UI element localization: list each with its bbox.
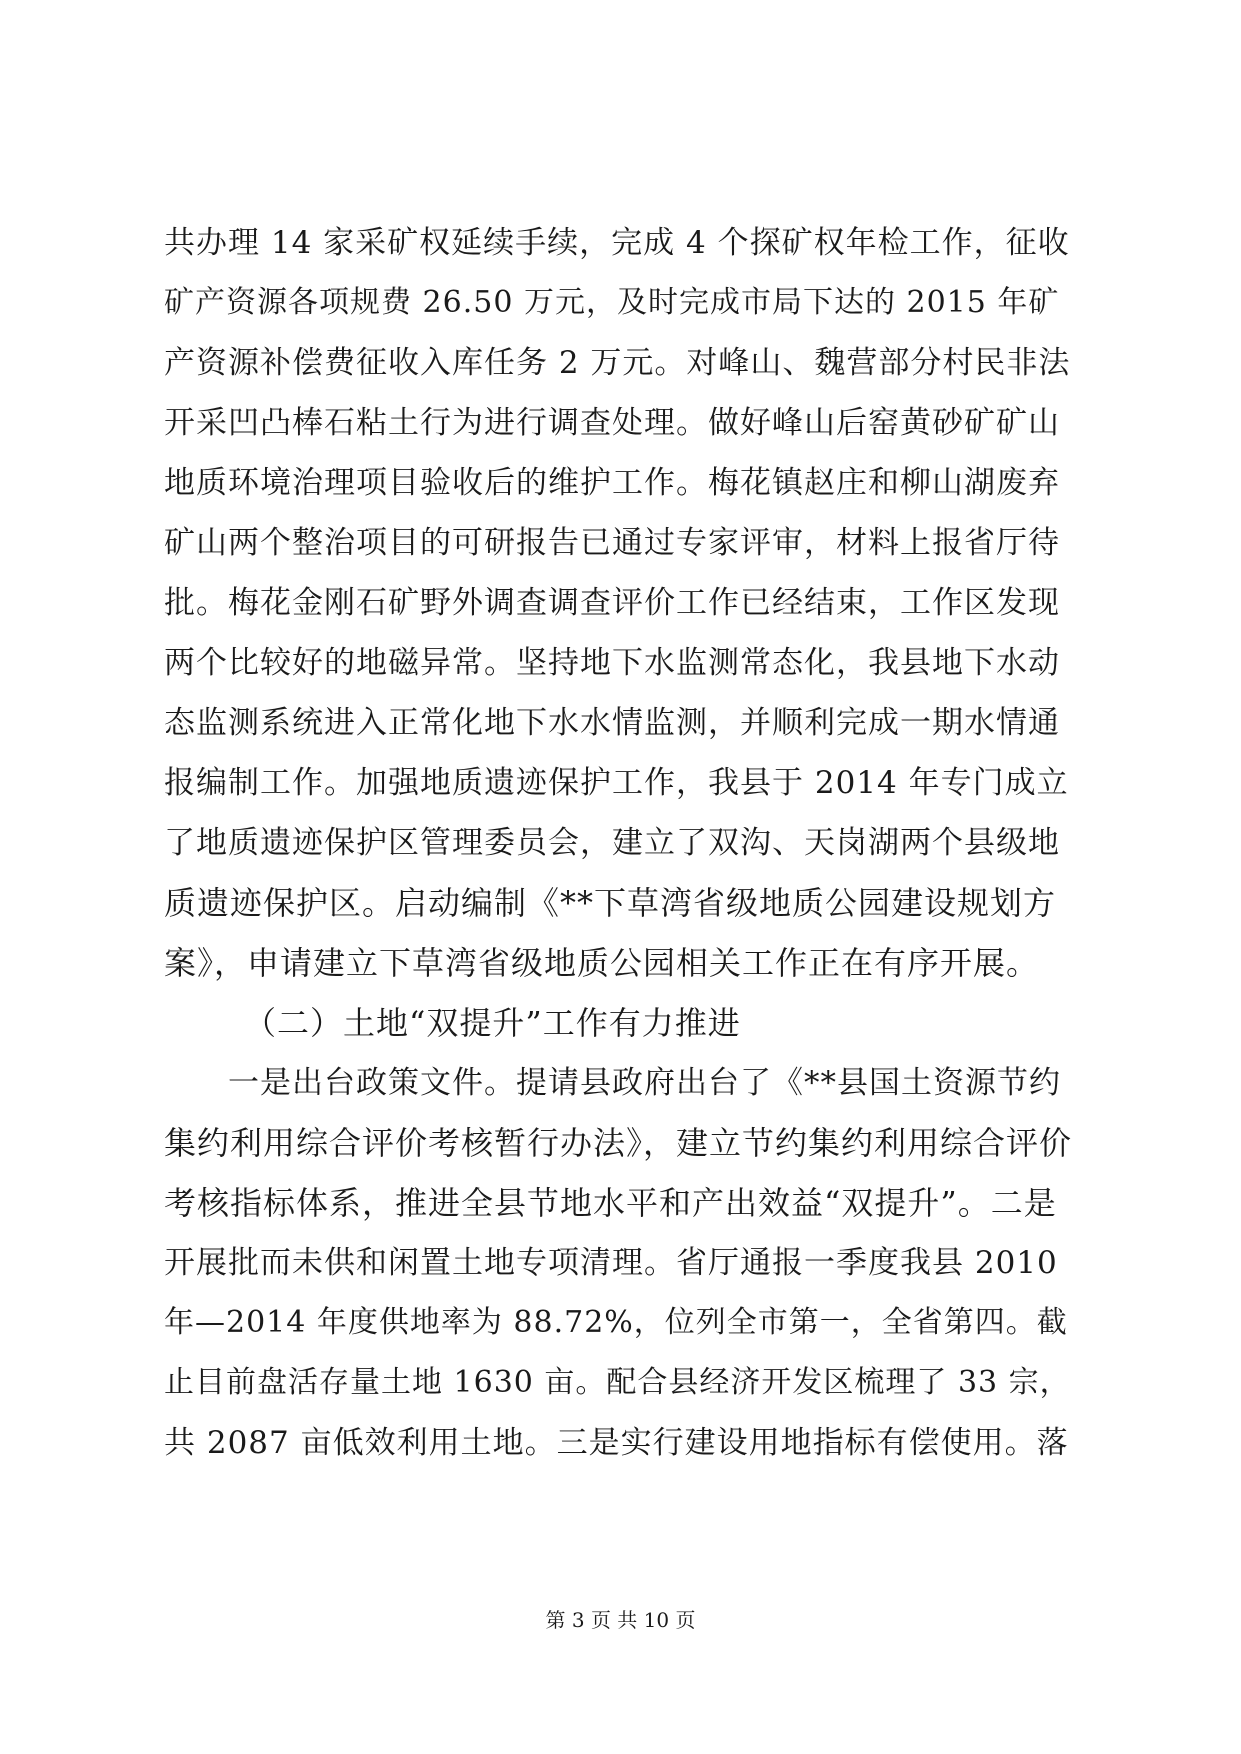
text-line: 止目前盘活存量土地 1630 亩。配合县经济开发区梳理了 33 宗， bbox=[164, 1365, 1071, 1400]
text-line: 开展批而未供和闲置土地专项清理。省厅通报一季度我县 2010 bbox=[164, 1245, 1058, 1281]
text-line: 两个比较好的地磁异常。坚持地下水监测常态化，我县地下水动 bbox=[164, 645, 1060, 681]
text-line: 一是出台政策文件。提请县政府出台了《**县国土资源节约 bbox=[228, 1065, 1061, 1101]
text-line: 共办理 14 家采矿权延续手续，完成 4 个探矿权年检工作，征收 bbox=[164, 225, 1070, 261]
page-number-footer: 第 3 页 共 10 页 bbox=[545, 1608, 696, 1632]
text-line: 年—2014 年度供地率为 88.72%，位列全市第一，全省第四。截 bbox=[164, 1305, 1068, 1340]
text-line: 了地质遗迹保护区管理委员会，建立了双沟、天岗湖两个县级地 bbox=[164, 825, 1060, 861]
text-line: 共 2087 亩低效利用土地。三是实行建设用地指标有偿使用。落 bbox=[164, 1425, 1069, 1461]
text-line: 矿产资源各项规费 26.50 万元，及时完成市局下达的 2015 年矿 bbox=[164, 285, 1060, 320]
section-heading: （二）土地“双提升”工作有力推进 bbox=[244, 1004, 741, 1042]
text-line: 案》，申请建立下草湾省级地质公园相关工作正在有序开展。 bbox=[164, 944, 1040, 982]
text-line: 集约利用综合评价考核暂行办法》，建立节约集约利用综合评价 bbox=[164, 1124, 1073, 1162]
text-line: 考核指标体系，推进全县节地水平和产出效益“双提升”。二是 bbox=[164, 1184, 1057, 1222]
text-line: 态监测系统进入正常化地下水水情监测，并顺利完成一期水情通 bbox=[164, 705, 1060, 741]
text-line: 批。梅花金刚石矿野外调查调查评价工作已经结束，工作区发现 bbox=[164, 585, 1060, 621]
text-line: 报编制工作。加强地质遗迹保护工作，我县于 2014 年专门成立 bbox=[164, 765, 1069, 801]
text-line: 开采凹凸棒石粘土行为进行调查处理。做好峰山后窑黄砂矿矿山 bbox=[164, 405, 1060, 441]
text-line: 矿山两个整治项目的可研报告已通过专家评审，材料上报省厅待 bbox=[164, 525, 1060, 561]
text-line: 质遗迹保护区。启动编制《**下草湾省级地质公园建设规划方 bbox=[164, 884, 1057, 922]
text-line: 地质环境治理项目验收后的维护工作。梅花镇赵庄和柳山湖废弃 bbox=[164, 465, 1060, 501]
text-line: 产资源补偿费征收入库任务 2 万元。对峰山、魏营部分村民非法 bbox=[164, 345, 1071, 381]
